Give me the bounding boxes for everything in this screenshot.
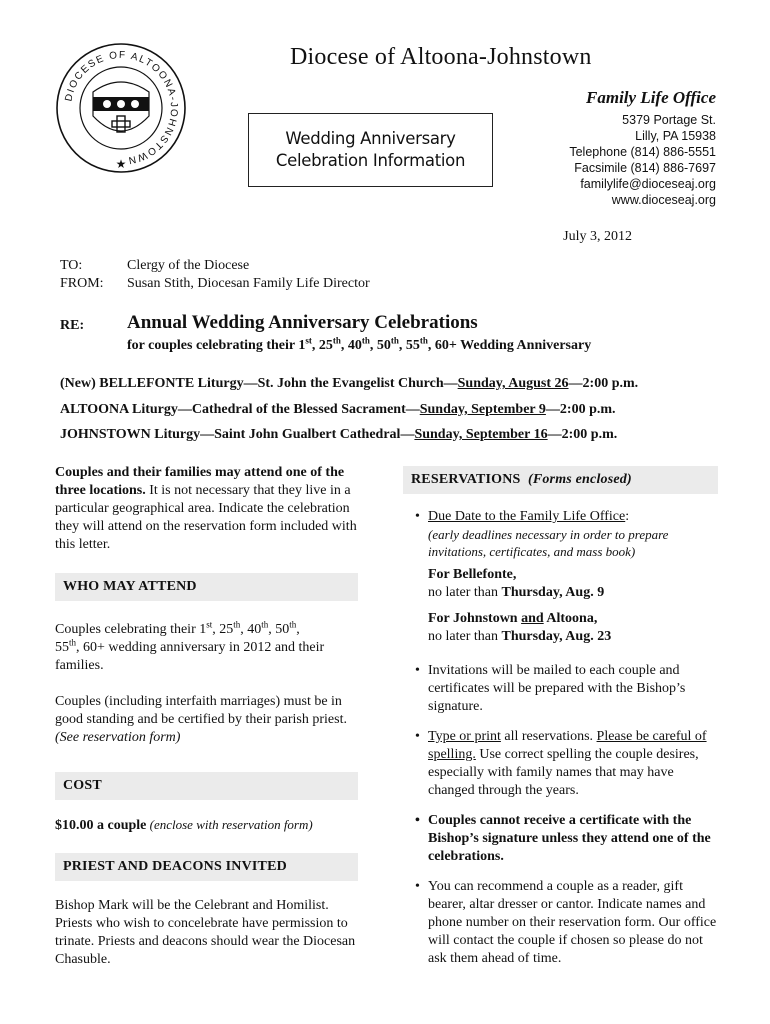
box-line-2: Celebration Information xyxy=(275,151,466,170)
svg-text:★: ★ xyxy=(115,157,127,171)
who-paragraph-1: Couples celebrating their 1st, 25th, 40th, 50th, 55th, 60+ wedding anniversary in 2012 and their families. xyxy=(55,619,325,673)
who-paragraph-2: Couples (including interfaith marriages) must be in good standing and be certified by their parish priest. (See reservation form) xyxy=(55,694,347,745)
page-title: Diocese of Altoona-Johnstown xyxy=(290,44,592,70)
right-column xyxy=(403,466,718,968)
due-date-item: • Due Date to the Family Life Office: (early deadlines necessary in order to prepare invitations, certificates, and mass book) For Bellefonte, no later than Thursday, Aug. 9 For Johnstown and Altoona, no later than Thursday, Aug. 23 xyxy=(403,508,718,646)
liturgy-altoona: ALTOONA Liturgy—Cathedral of the Blessed Sacrament—Sunday, September 9—2:00 p.m. xyxy=(60,402,616,417)
priest-deacons-heading: PRIEST AND DEACONS INVITED xyxy=(55,853,358,881)
re-subtitle: for couples celebrating their 1st, 25th, 40th, 50th, 55th, 60+ Wedding Anniversary xyxy=(127,335,592,353)
johnstown-altoona-line-2: no later than Thursday, Aug. 23 xyxy=(428,629,612,644)
left-column xyxy=(55,464,358,969)
priest-paragraph: Bishop Mark will be the Celebrant and Homilist. Priests who wish to concelebrate have permission to trinate. Priests and deacons should wear the Diocesan Chasuble. xyxy=(55,898,356,967)
bellefonte-line-2: no later than Thursday, Aug. 9 xyxy=(428,585,605,600)
cost-paragraph: $10.00 a couple (enclose with reservation form) xyxy=(55,817,313,833)
recommend-item: • You can recommend a couple as a reader, gift bearer, altar dresser or cantor. Indicate names and phone number on their reservation form. Our office will contact the couple if chosen so please do not ask them ahead of time. xyxy=(403,878,718,968)
office-contact-block xyxy=(569,88,716,208)
cost-heading: COST xyxy=(55,772,358,800)
office-telephone: Telephone (814) 886-5551 xyxy=(569,145,716,159)
from-label: FROM: xyxy=(60,276,104,291)
re-label: RE: xyxy=(60,318,85,333)
due-date-note: (early deadlines necessary in order to prepare invitations, certificates, and mass book) xyxy=(428,527,669,559)
reservations-heading: RESERVATIONS (Forms enclosed) xyxy=(403,466,718,494)
office-email: familylife@dioceseaj.org xyxy=(580,177,716,191)
to-label: TO: xyxy=(60,258,83,273)
office-facsimile: Facsimile (814) 886-7697 xyxy=(574,161,716,175)
re-title: Annual Wedding Anniversary Celebrations xyxy=(127,312,478,333)
bellefonte-line-1: For Bellefonte, xyxy=(428,567,517,582)
office-address-1: 5379 Portage St. xyxy=(622,113,716,127)
intro-paragraph: Couples and their families may attend one of the three locations. It is not necessary that they live in a particular geographical area. Indicate the celebration they will attend on the reservation form included with this letter. xyxy=(55,465,357,552)
office-website: www.dioceseaj.org xyxy=(611,193,716,207)
office-address-2: Lilly, PA 15938 xyxy=(635,129,716,143)
diocesan-seal-icon xyxy=(55,42,187,174)
liturgy-bellefonte: (New) BELLEFONTE Liturgy—St. John the Evangelist Church—Sunday, August 26—2:00 p.m. xyxy=(60,376,639,391)
type-or-print-item: • Type or print all reservations. Please be careful of spelling. Use correct spelling the couple desires, especially with family names that may have changed through the years. xyxy=(403,728,718,800)
certificate-item: • Couples cannot receive a certificate with the Bishop’s signature unless they attend one of the celebrations. xyxy=(403,812,718,866)
from-value: Susan Stith, Diocesan Family Life Director xyxy=(127,276,370,291)
liturgy-johnstown: JOHNSTOWN Liturgy—Saint John Gualbert Cathedral—Sunday, September 16—2:00 p.m. xyxy=(60,427,618,442)
anniversary-title-box xyxy=(248,113,493,187)
to-value: Clergy of the Diocese xyxy=(127,258,250,273)
who-may-attend-heading: WHO MAY ATTEND xyxy=(55,573,358,601)
office-name: Family Life Office xyxy=(586,88,716,107)
invitations-item: • Invitations will be mailed to each couple and certificates will be prepared with the Bishop’s signature. xyxy=(403,662,718,716)
seal-ring-text: DIOCESE OF ALTOONA-JOHNSTOWN xyxy=(63,49,180,166)
box-line-1: Wedding Anniversary xyxy=(285,129,456,148)
johnstown-altoona-line-1: For Johnstown and Altoona, xyxy=(428,611,598,626)
letter-date: July 3, 2012 xyxy=(563,229,632,244)
